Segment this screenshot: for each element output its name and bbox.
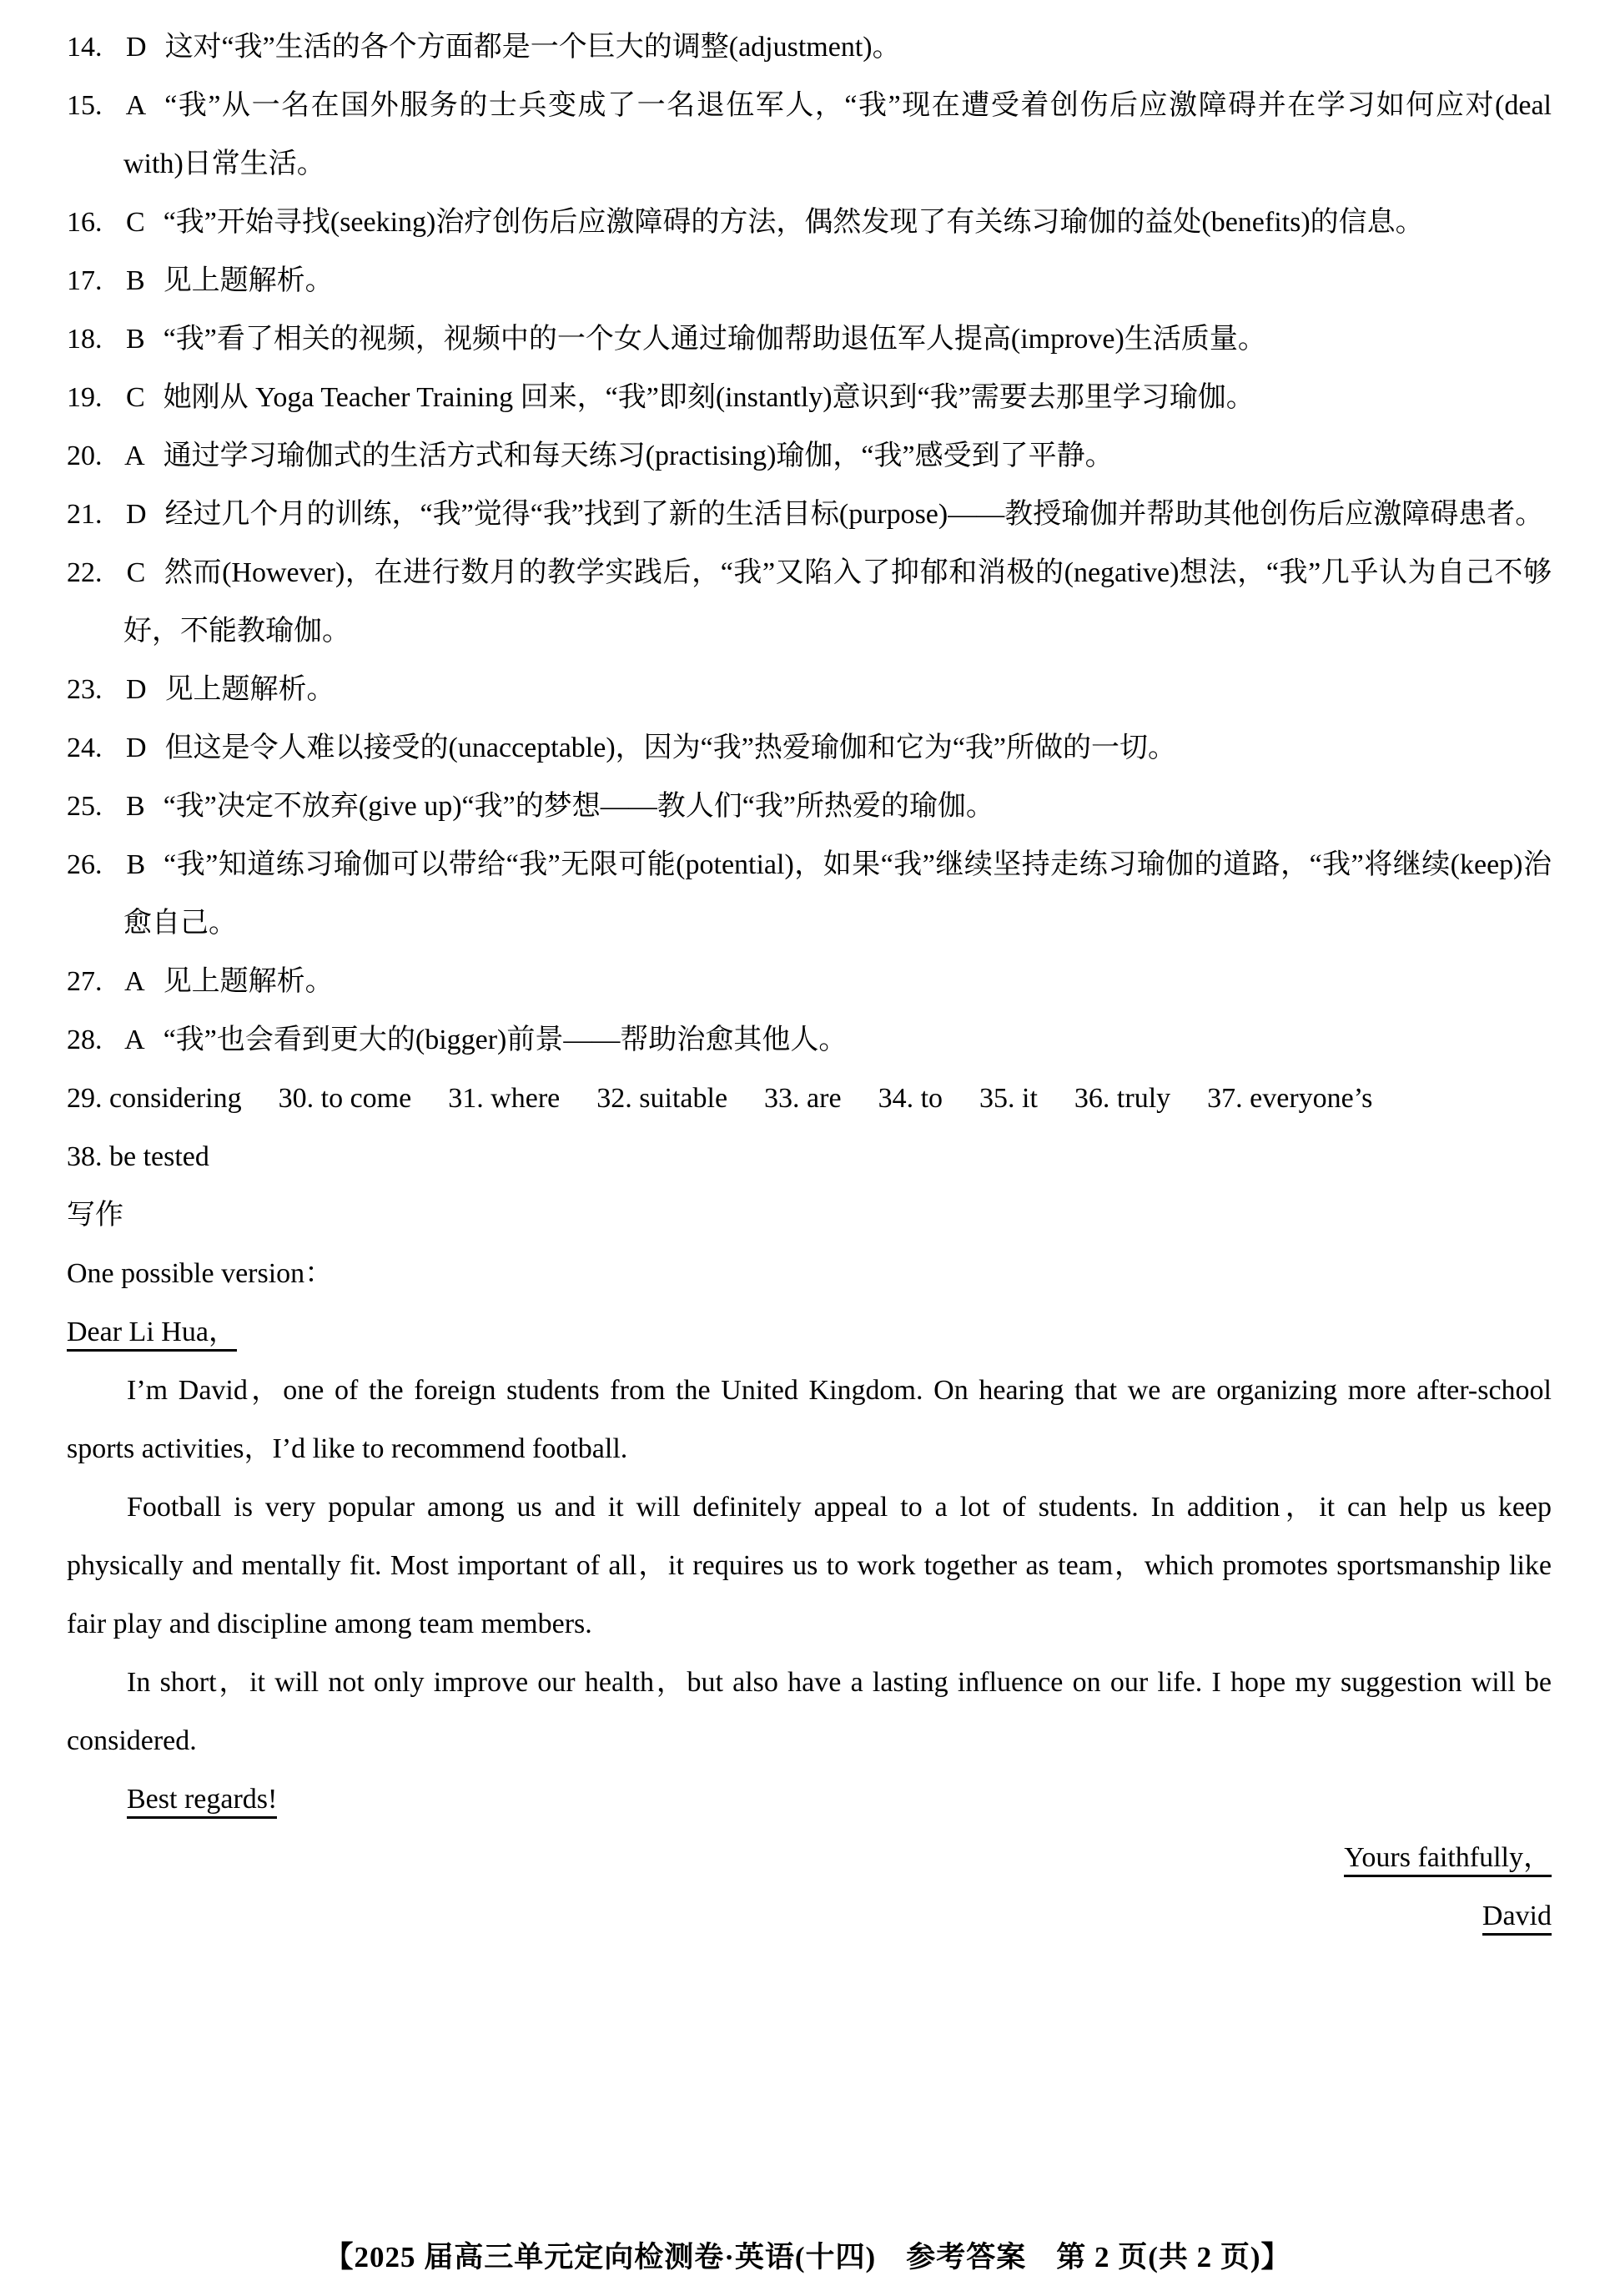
answer-number-letter: 21. D [67,499,147,530]
writing-section-heading: 写作 [67,1200,123,1231]
answer-explanation: 但这是令人难以接受的(unacceptable)，因为“我”热爱瑜伽和它为“我”所做的一切。 [164,733,1177,763]
answer-explanation: 见上题解析。 [163,265,334,296]
blank-answer: 29. considering [67,1083,242,1114]
answer-item [67,310,1552,369]
blank-answer: 34. to [878,1083,943,1114]
answer-item [67,1011,1552,1070]
answer-number-letter: 16. C [67,207,145,238]
answer-explanation: “我”知道练习瑜伽可以带给“我”无限可能(potential)，如果“我”继续坚持走练习瑜伽的道路，“我”将继续(keep)治愈自己。 [123,849,1552,939]
answer-explanation: “我”决定不放弃(give up)“我”的梦想——教人们“我”所热爱的瑜伽。 [163,791,994,822]
letter-signoff-line [67,1829,1552,1887]
answer-item [67,252,1552,310]
answer-explanation: 然而(However)，在进行数月的教学实践后，“我”又陷入了抑郁和消极的(negative)想法，“我”几乎认为自己不够好，不能教瑜伽。 [123,557,1552,647]
answer-item [67,18,1552,77]
letter-signature-line [67,1887,1552,1946]
answer-number-letter: 19. C [67,382,145,413]
blank-answer: 35. it [979,1083,1038,1114]
answer-item [67,953,1552,1011]
answer-item [67,194,1552,252]
answer-number-letter: 22. C [67,557,146,588]
letter-paragraph-2: Football is very popular among us and it will definitely appeal to a lot of students. In addition，it can help us keep physically and mentally fit. Most important of all，it requires us to work together as team，which promotes sportsmanship like fair play and discipline among team members. [67,1492,1552,1639]
blank-answer: 30. to come [278,1083,412,1114]
answer-item [67,836,1552,953]
answer-number-letter: 20. A [67,441,145,471]
letter-salutation-line [67,1303,1552,1362]
page-footer: 【2025 届高三单元定向检测卷·英语(十四) 参考答案 第 2 页(共 2 页)】 [324,2241,1291,2273]
answer-explanation: 见上题解析。 [163,966,334,997]
answer-number-letter: 28. A [67,1025,145,1055]
answer-number-letter: 17. B [67,265,145,296]
answer-item [67,778,1552,836]
answer-item [67,486,1552,544]
answer-explanation: 她刚从 Yoga Teacher Training 回来，“我”即刻(instantly)意识到“我”需要去那里学习瑜伽。 [163,382,1255,413]
answer-explanation: 通过学习瑜伽式的生活方式和每天练习(practising)瑜伽，“我”感受到了平静。 [163,441,1114,471]
answer-number-letter: 24. D [67,733,147,763]
answer-explanation: 经过几个月的训练，“我”觉得“我”找到了新的生活目标(purpose)——教授瑜伽并帮助其他创伤后应激障碍患者。 [164,499,1544,530]
letter-signoff: Yours faithfully， [1344,1842,1552,1877]
blank-answer: 36. truly [1074,1083,1171,1114]
version-label: One possible version： [67,1258,334,1289]
blank-answer: 31. where [448,1083,561,1114]
answer-item [67,369,1552,427]
answer-list [67,18,1552,1070]
letter-salutation: Dear Li Hua， [67,1317,237,1352]
answer-explanation: “我”也会看到更大的(bigger)前景——帮助治愈其他人。 [163,1025,848,1055]
blank-answer-38: 38. be tested [67,1141,209,1172]
blank-answers-row [67,1070,1552,1128]
answer-number-letter: 14. D [67,32,147,63]
answer-number-letter: 15. A [67,90,147,121]
answer-number-letter: 23. D [67,674,147,705]
letter-paragraph-3: In short，it will not only improve our health，but also have a lasting influence on our life. I hope my suggestion will be considered. [67,1667,1552,1756]
blank-answer: 32. suitable [596,1083,728,1114]
answer-explanation: “我”看了相关的视频，视频中的一个女人通过瑜伽帮助退伍军人提高(improve)生活质量。 [163,324,1266,355]
answer-number-letter: 25. B [67,791,145,822]
answer-item [67,719,1552,778]
answer-item [67,77,1552,194]
answer-number-letter: 27. A [67,966,145,997]
answer-number-letter: 18. B [67,324,145,355]
letter-paragraph-1: I’m David，one of the foreign students from the United Kingdom. On hearing that we are organizing more after-school sports activities，I’d like to recommend football. [67,1375,1552,1464]
letter-closing-line [67,1770,1552,1829]
answer-item [67,544,1552,661]
answer-explanation: “我”开始寻找(seeking)治疗创伤后应激障碍的方法，偶然发现了有关练习瑜伽的益处(benefits)的信息。 [163,207,1424,238]
answer-explanation: 这对“我”生活的各个方面都是一个巨大的调整(adjustment)。 [164,32,901,63]
blank-answer: 37. everyone’s [1207,1083,1373,1114]
blank-answer: 33. are [764,1083,842,1114]
answer-item [67,427,1552,486]
answer-item [67,661,1552,719]
answer-number-letter: 26. B [67,849,146,880]
letter-closing: Best regards! [127,1784,277,1819]
letter-signature: David [1482,1901,1552,1936]
answer-explanation: 见上题解析。 [164,674,335,705]
answer-explanation: “我”从一名在国外服务的士兵变成了一名退伍军人，“我”现在遭受着创伤后应激障碍并在学习如何应对(deal with)日常生活。 [123,90,1552,179]
